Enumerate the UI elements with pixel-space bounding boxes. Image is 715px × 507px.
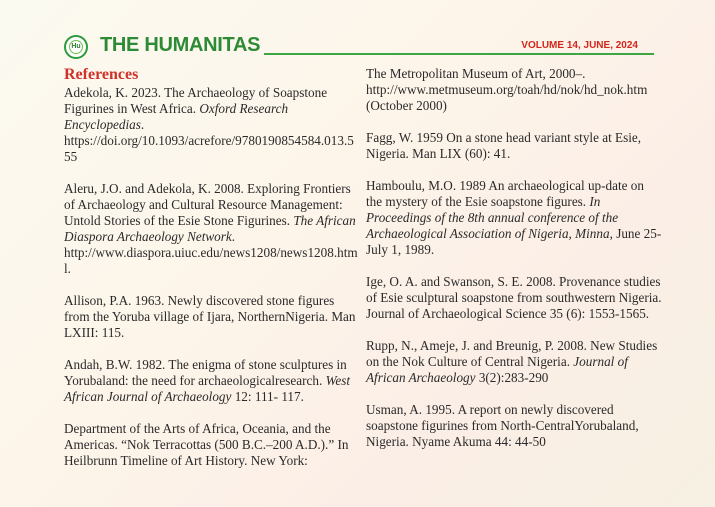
reference-pre: Department of the Arts of Africa, Oceania, and the Americas. “Nok Terracottas (500 B.C.–200 A.D.).” In Heilbrunn Timeline of Art History. New York:: [64, 421, 349, 468]
reference-pre: Ige, O. A. and Swanson, S. E. 2008. Provenance studies of Esie sculptural soapstone from southwestern Nigeria. Journal of Archaeological Science 35 (6): 1553-1565.: [366, 274, 662, 321]
references-heading: References: [64, 66, 139, 83]
reference-entry: [64, 293, 360, 341]
reference-pre: Usman, A. 1995. A report on newly discovered soapstone figurines from North-CentralYorubaland, Nigeria. Nyame Akuma 44: 44-50: [366, 402, 639, 449]
reference-entry: [64, 85, 360, 165]
reference-entry: [366, 402, 662, 450]
reference-pre: Andah, B.W. 1982. The enigma of stone sculptures in Yorubaland: the need for archaeologicalresearch.: [64, 357, 347, 388]
reference-post: . http://www.diaspora.uiuc.edu/news1208/news1208.html.: [64, 229, 358, 276]
reference-pre: Adekola, K. 2023. The Archaeology of Soapstone Figurines in West Africa.: [64, 85, 328, 116]
reference-entry: [366, 338, 662, 386]
reference-ital: Journal of African Archaeology: [366, 354, 628, 385]
volume-info: VOLUME 14, JUNE, 2024: [521, 40, 638, 51]
right-reference-list: [366, 66, 662, 450]
reference-pre: Aleru, J.O. and Adekola, K. 2008. Exploring Frontiers of Archaeology and Cultural Resource Management: Untold Stories of the Esie Stone Figurines.: [64, 181, 351, 228]
reference-post: , June 25-July 1, 1989.: [366, 226, 662, 257]
left-reference-list: [64, 85, 360, 469]
journal-logo-icon: [64, 35, 88, 59]
reference-post: 12: 111- 117.: [231, 389, 304, 404]
reference-entry: [64, 181, 360, 277]
reference-pre: Fagg, W. 1959 On a stone head variant style at Esie, Nigeria. Man LIX (60): 41.: [366, 130, 642, 161]
page-header: [64, 34, 654, 58]
reference-entry: [366, 130, 662, 162]
journal-logo-mark: Hu: [69, 40, 83, 54]
reference-pre: Hamboulu, M.O. 1989 An archaeological up-date on the mystery of the Esie soapstone figures.: [366, 178, 644, 209]
reference-post: 3(2):283-290: [475, 370, 549, 385]
reference-post: . https://doi.org/10.1093/acrefore/9780190854584.013.555: [64, 117, 354, 164]
reference-ital: In Proceedings of the 8th annual conference of the Archaeological Association of Nigeria, Minna: [366, 194, 619, 241]
reference-entry: [366, 274, 662, 322]
journal-title: THE HUMANITAS: [100, 34, 261, 56]
reference-entry: [64, 357, 360, 405]
reference-entry: [64, 421, 360, 469]
reference-ital: The African Diaspora Archaeology Network: [64, 213, 356, 244]
reference-pre: Allison, P.A. 1963. Newly discovered stone figures from the Yoruba village of Ijara, NorthernNigeria. Man LXIII: 115.: [64, 293, 356, 340]
reference-ital: West African Journal of Archaeology: [64, 373, 350, 404]
reference-entry: [366, 178, 662, 258]
reference-ital: Oxford Research Encyclopedias: [64, 101, 289, 132]
reference-pre: The Metropolitan Museum of Art, 2000–. http://www.metmuseum.org/toah/hd/nok/hd_nok.htm (October 2000): [366, 66, 648, 113]
left-column: [64, 66, 360, 485]
right-column: [366, 66, 662, 466]
reference-pre: Rupp, N., Ameje, J. and Breunig, P. 2008. New Studies on the Nok Culture of Central Nigeria.: [366, 338, 658, 369]
reference-entry: [366, 66, 662, 114]
header-rule: [264, 53, 654, 55]
